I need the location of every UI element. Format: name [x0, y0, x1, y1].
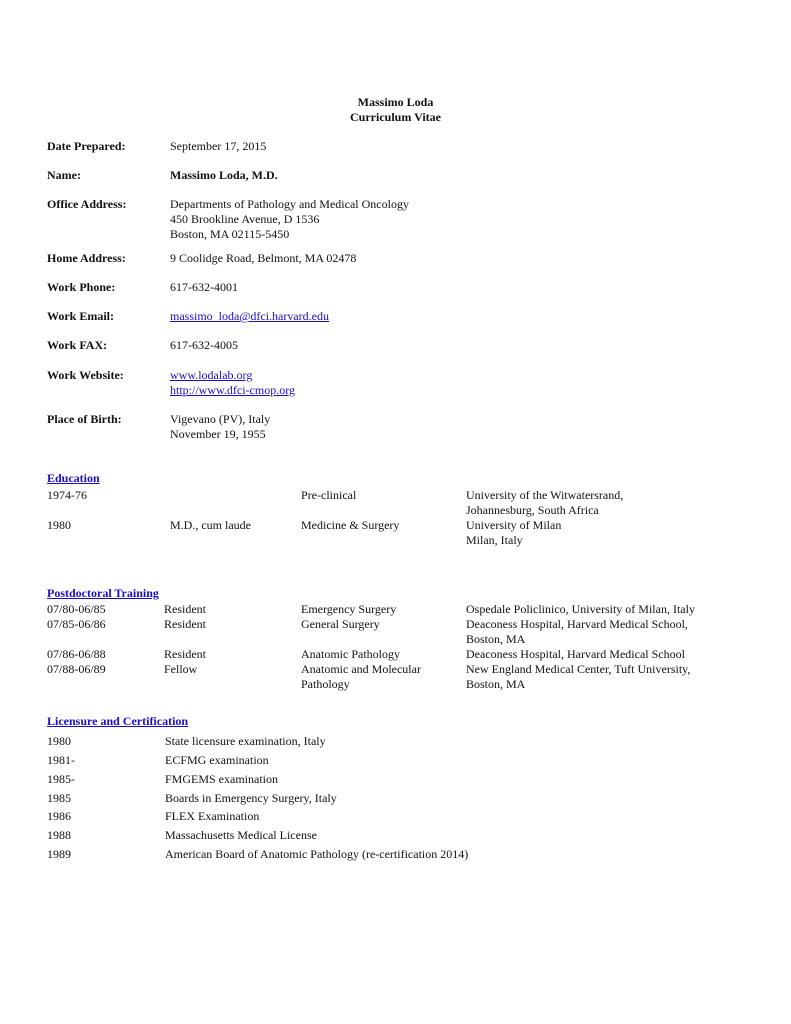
dfci-cmop-website-link[interactable]: http://www.dfci-cmop.org — [170, 383, 295, 397]
licensure-year: 1985 — [47, 791, 71, 805]
postdoc-institution-line: Boston, MA — [466, 632, 526, 646]
work-email-link[interactable]: massimo_loda@dfci.harvard.edu — [170, 309, 330, 323]
home-address-value: 9 Coolidge Road, Belmont, MA 02478 — [170, 251, 357, 265]
education-year: 1980 — [47, 518, 71, 532]
postdoc-institution-line: Boston, MA — [466, 677, 526, 691]
education-year: 1974-76 — [47, 488, 87, 502]
education-institution-line: University of the Witwatersrand, — [466, 488, 624, 502]
office-address-line: Departments of Pathology and Medical Oncology — [170, 197, 409, 211]
postdoc-institution — [466, 662, 690, 692]
work-fax-label: Work FAX: — [47, 338, 108, 352]
name-value: Massimo Loda, M.D. — [170, 168, 278, 182]
birth-place: Vigevano (PV), Italy — [170, 412, 271, 426]
office-address-label: Office Address: — [47, 197, 127, 211]
postdoc-heading[interactable]: Postdoctoral Training — [47, 586, 159, 600]
postdoc-title: Fellow — [164, 662, 198, 676]
education-field: Pre-clinical — [301, 488, 357, 502]
postdoc-specialty: Anatomic Pathology — [301, 647, 400, 661]
date-prepared-label: Date Prepared: — [47, 139, 126, 153]
education-institution-line: Johannesburg, South Africa — [466, 503, 599, 517]
work-phone-label: Work Phone: — [47, 280, 116, 294]
work-website-label: Work Website: — [47, 368, 124, 382]
postdoc-specialty — [301, 662, 421, 692]
licensure-year: 1980 — [47, 734, 71, 748]
postdoc-dates: 07/88-06/89 — [47, 662, 106, 676]
licensure-text: ECFMG examination — [165, 753, 269, 767]
licensure-text: State licensure examination, Italy — [165, 734, 326, 748]
postdoc-specialty-line: Anatomic and Molecular — [301, 662, 421, 676]
licensure-heading[interactable]: Licensure and Certification — [47, 714, 189, 728]
education-institution-line: Milan, Italy — [466, 533, 523, 547]
postdoc-institution — [466, 617, 688, 647]
licensure-text: Boards in Emergency Surgery, Italy — [165, 791, 337, 805]
place-of-birth-label: Place of Birth: — [47, 412, 122, 426]
licensure-year: 1986 — [47, 809, 71, 823]
postdoc-specialty: General Surgery — [301, 617, 380, 631]
work-email-label: Work Email: — [47, 309, 115, 323]
licensure-text: Massachusetts Medical License — [165, 828, 317, 842]
licensure-year: 1989 — [47, 847, 71, 861]
postdoc-institution: Ospedale Policlinico, University of Milan, Italy — [466, 602, 695, 616]
postdoc-specialty-line: Pathology — [301, 677, 350, 691]
postdoc-dates: 07/80-06/85 — [47, 602, 106, 616]
lodalab-website-link[interactable]: www.lodalab.org — [170, 368, 253, 382]
postdoc-institution-line: New England Medical Center, Tuft University, — [466, 662, 691, 676]
licensure-year: 1981- — [47, 753, 75, 767]
postdoc-title: Resident — [164, 647, 206, 661]
work-website-value — [170, 368, 295, 398]
postdoc-institution: Deaconess Hospital, Harvard Medical School — [466, 647, 685, 661]
licensure-text: FLEX Examination — [165, 809, 260, 823]
licensure-year: 1985- — [47, 772, 75, 786]
cv-name-title: Massimo Loda — [357, 95, 434, 109]
postdoc-institution-line: Deaconess Hospital, Harvard Medical School, — [466, 617, 688, 631]
birth-date: November 19, 1955 — [170, 427, 266, 441]
work-fax-value: 617-632-4005 — [170, 338, 238, 352]
education-institution — [466, 518, 561, 548]
place-of-birth-value — [170, 412, 270, 442]
education-institution — [466, 488, 623, 518]
office-address-line: 450 Brookline Avenue, D 1536 — [170, 212, 320, 226]
work-phone-value: 617-632-4001 — [170, 280, 238, 294]
education-field: Medicine & Surgery — [301, 518, 400, 532]
licensure-text: American Board of Anatomic Pathology (re-certification 2014) — [165, 847, 469, 861]
office-address-value — [170, 197, 409, 242]
education-degree: M.D., cum laude — [170, 518, 251, 532]
postdoc-specialty: Emergency Surgery — [301, 602, 397, 616]
licensure-text: FMGEMS examination — [165, 772, 278, 786]
cv-subtitle: Curriculum Vitae — [350, 110, 441, 124]
postdoc-dates: 07/85-06/86 — [47, 617, 106, 631]
office-address-line: Boston, MA 02115-5450 — [170, 227, 290, 241]
licensure-year: 1988 — [47, 828, 71, 842]
postdoc-title: Resident — [164, 602, 206, 616]
postdoc-title: Resident — [164, 617, 206, 631]
postdoc-dates: 07/86-06/88 — [47, 647, 106, 661]
date-prepared-value: September 17, 2015 — [170, 139, 267, 153]
education-heading[interactable]: Education — [47, 471, 100, 485]
name-label: Name: — [47, 168, 81, 182]
education-institution-line: University of Milan — [466, 518, 562, 532]
home-address-label: Home Address: — [47, 251, 126, 265]
